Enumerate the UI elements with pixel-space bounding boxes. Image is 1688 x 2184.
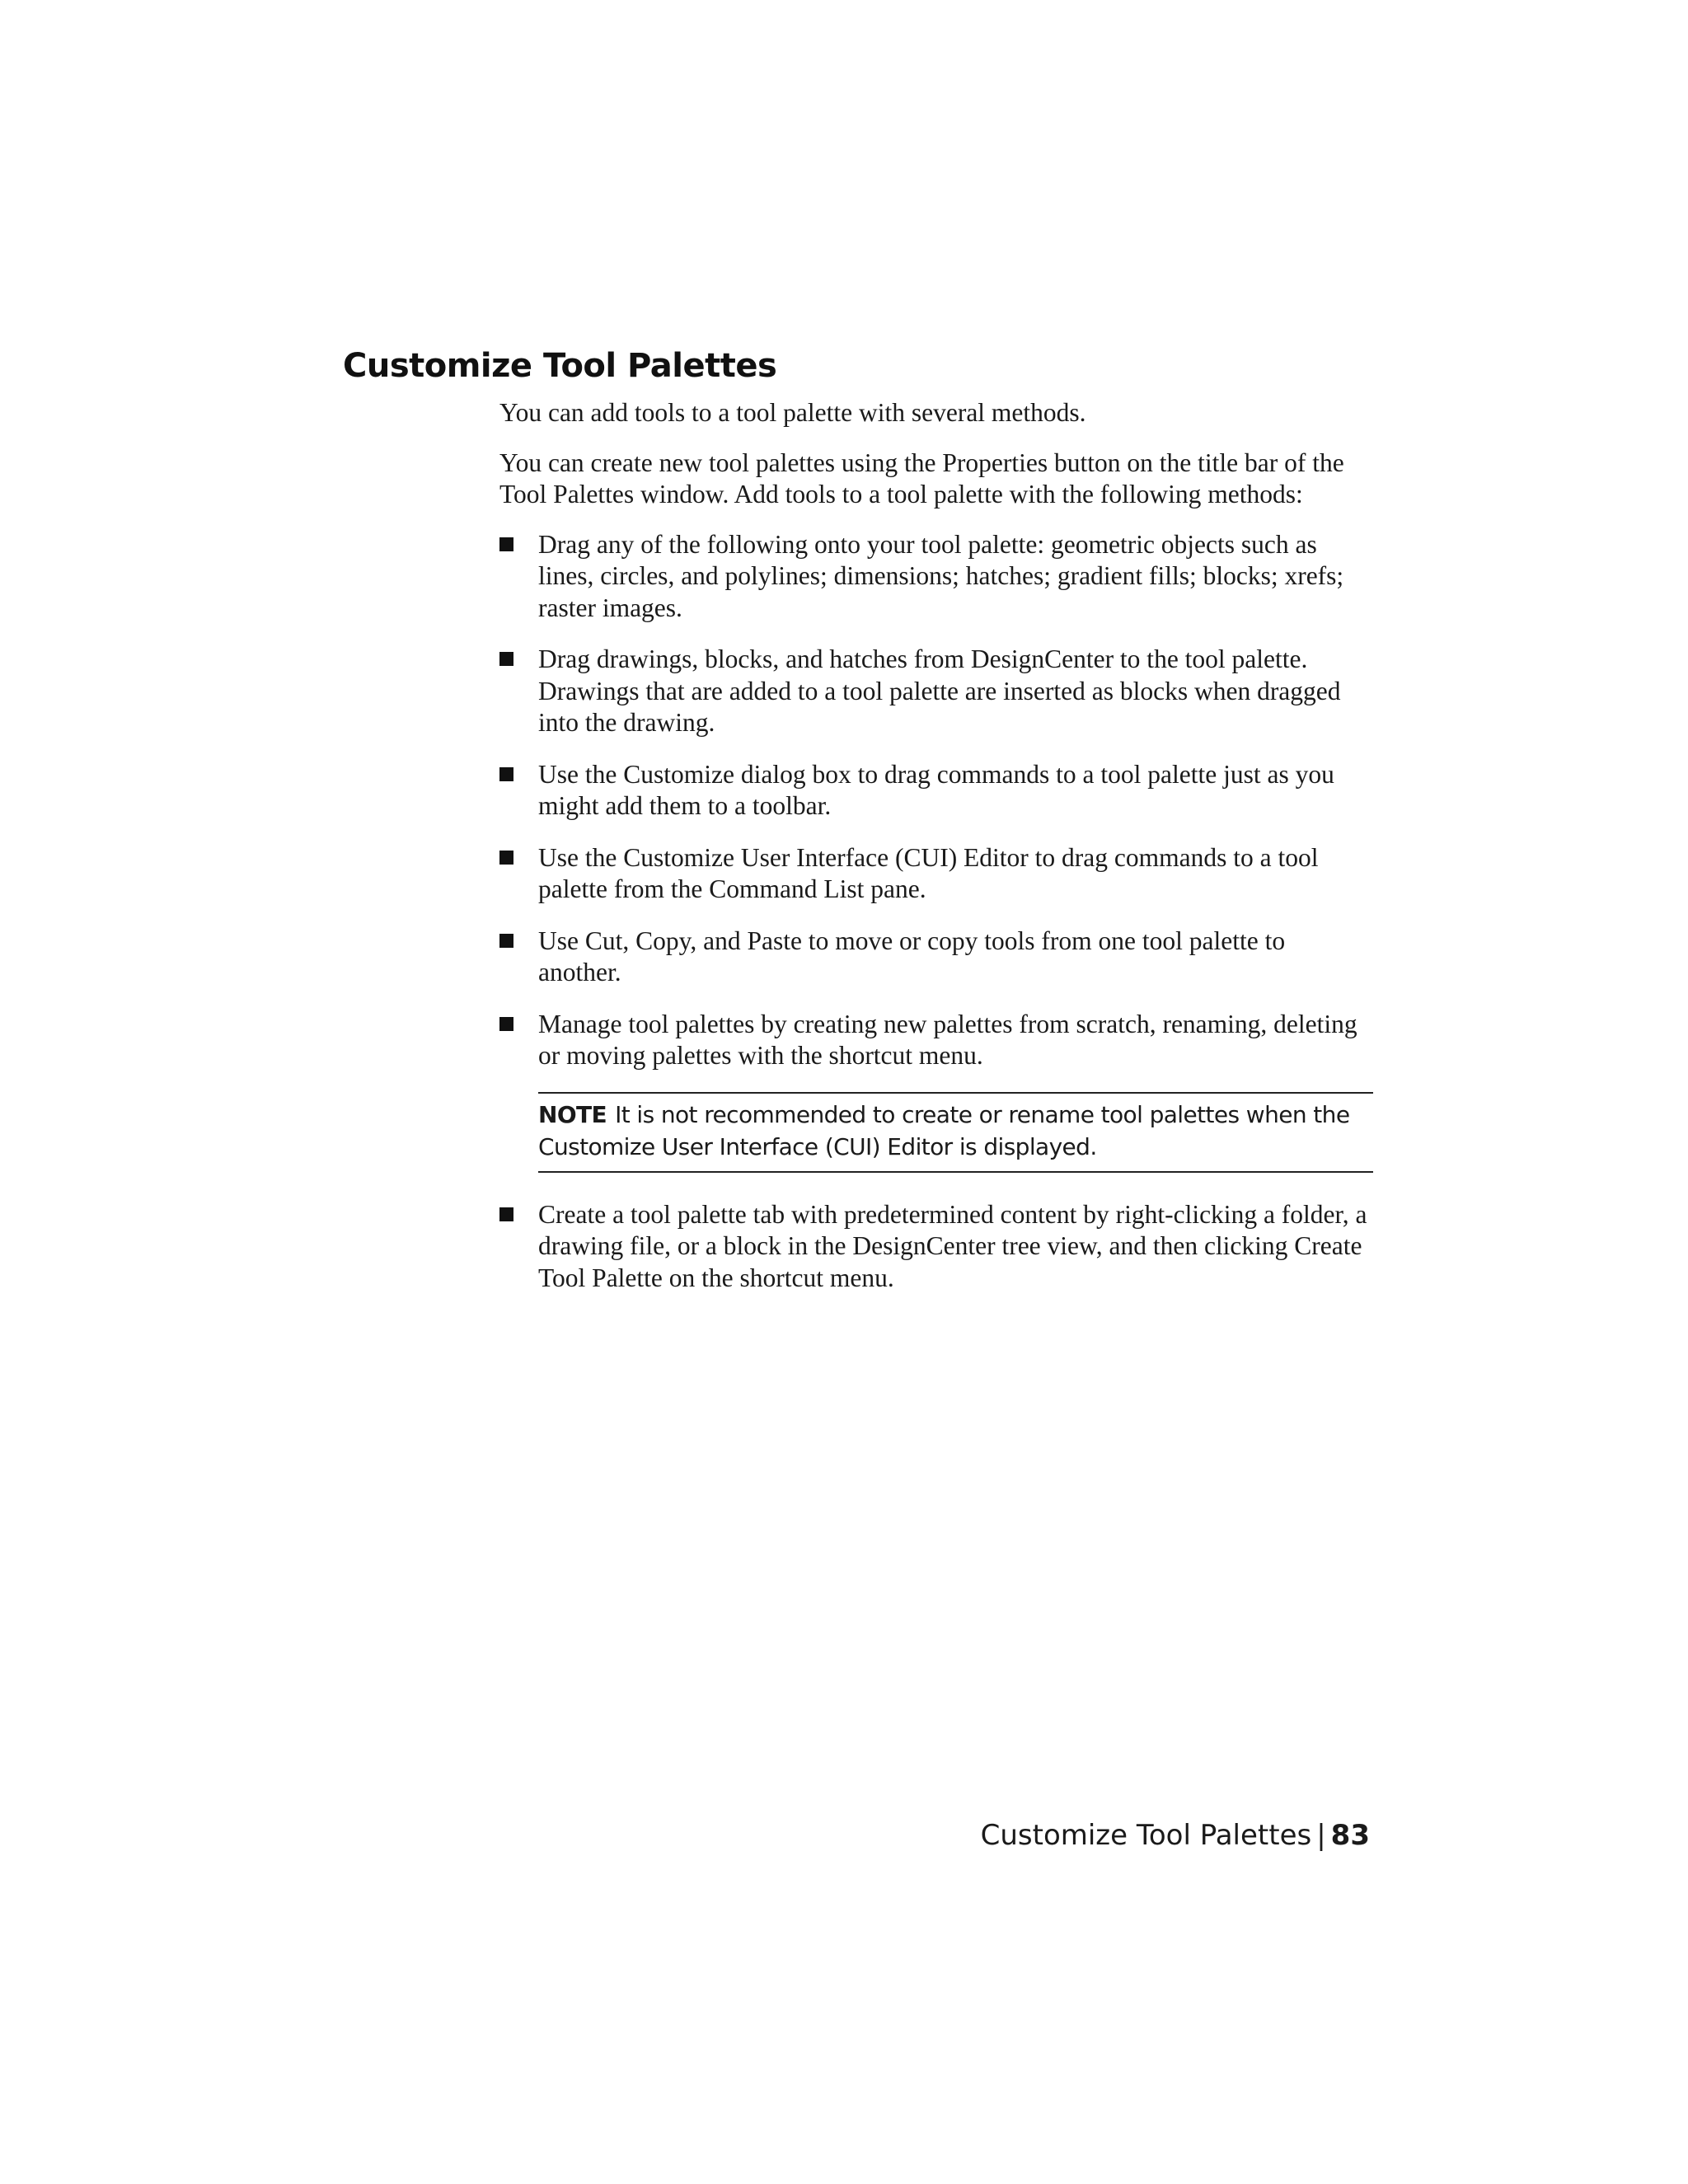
page-number: 83 bbox=[1330, 1819, 1370, 1852]
list-item-text: Use Cut, Copy, and Paste to move or copy tools from one tool palette to another. bbox=[538, 926, 1286, 987]
square-bullet-icon bbox=[499, 934, 513, 948]
footer-separator: | bbox=[1316, 1819, 1326, 1852]
square-bullet-icon bbox=[499, 851, 513, 865]
methods-list-continued bbox=[499, 1199, 1373, 1295]
list-item-text: Use the Customize User Interface (CUI) Editor to drag commands to a tool palette from the Command List pane. bbox=[538, 842, 1319, 903]
page-footer bbox=[981, 1816, 1370, 1854]
square-bullet-icon bbox=[499, 767, 513, 781]
square-bullet-icon bbox=[499, 652, 513, 666]
methods-list bbox=[499, 529, 1373, 1072]
list-item bbox=[499, 1199, 1373, 1295]
list-item bbox=[499, 842, 1373, 906]
list-item-text: Manage tool palettes by creating new palettes from scratch, renaming, deleting or moving palettes with the shortcut menu. bbox=[538, 1009, 1357, 1070]
list-item-text: Drag drawings, blocks, and hatches from DesignCenter to the tool palette. Drawings that are added to a tool palette are inserted as blocks when dragged into the drawing. bbox=[538, 644, 1341, 737]
list-item-text: Drag any of the following onto your tool palette: geometric objects such as lines, circles, and polylines; dimensions; hatches; gradient fills; blocks; xrefs; raster images. bbox=[538, 529, 1344, 622]
square-bullet-icon bbox=[499, 537, 513, 551]
body-column bbox=[499, 397, 1373, 1314]
note-box bbox=[538, 1092, 1373, 1173]
list-item bbox=[499, 644, 1373, 739]
square-bullet-icon bbox=[499, 1207, 513, 1221]
running-title: Customize Tool Palettes bbox=[980, 1819, 1312, 1852]
list-item-text: Create a tool palette tab with predetermined content by right-clicking a folder, a drawing file, or a block in the DesignCenter tree view, and then clicking Create Tool Palette on the shortcut menu. bbox=[538, 1199, 1367, 1292]
list-item bbox=[499, 529, 1373, 625]
list-item bbox=[499, 759, 1373, 823]
square-bullet-icon bbox=[499, 1017, 513, 1031]
list-item-text: Use the Customize dialog box to drag commands to a tool palette just as you might add them to a toolbar. bbox=[538, 759, 1334, 820]
intro-paragraph: You can create new tool palettes using the Properties button on the title bar of the Tool Palettes window. Add tools to a tool palette with the following methods: bbox=[499, 448, 1344, 509]
section-heading: Customize Tool Palettes bbox=[343, 347, 777, 385]
intro-paragraph: You can add tools to a tool palette with several methods. bbox=[499, 398, 1086, 427]
list-item bbox=[499, 1009, 1373, 1072]
note-label: NOTE bbox=[538, 1100, 607, 1128]
note-text: It is not recommended to create or rename tool palettes when the Customize User Interface (CUI) Editor is displayed. bbox=[538, 1100, 1350, 1160]
list-item bbox=[499, 926, 1373, 989]
